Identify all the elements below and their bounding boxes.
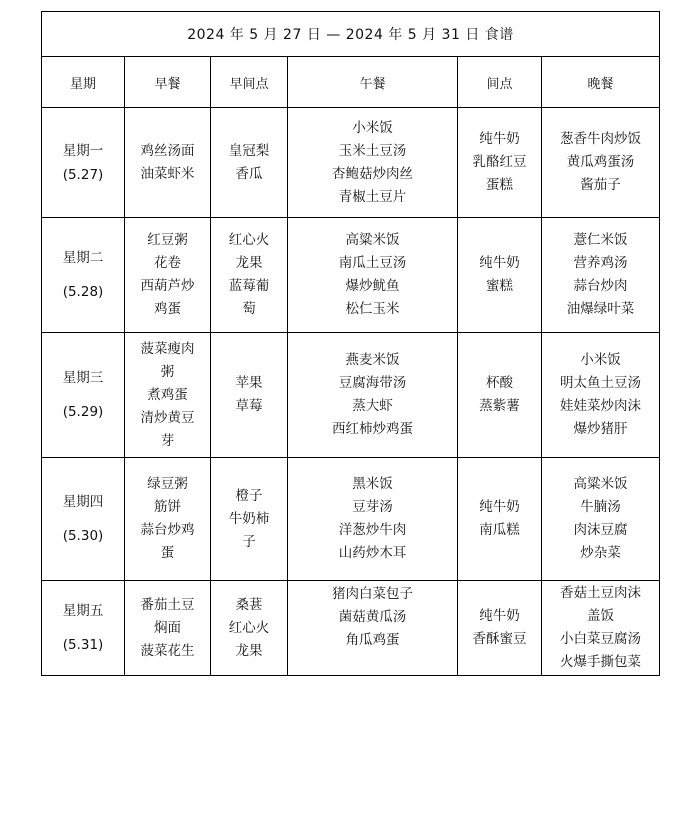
menu-row <box>42 218 660 333</box>
snack-cell <box>458 333 542 458</box>
dinner-cell <box>542 218 660 333</box>
menu-item: 子 <box>242 533 256 550</box>
menu-item: 芽 <box>160 432 175 449</box>
menu-item: 鸡丝汤面 <box>140 142 195 159</box>
menu-item: 皇冠梨 <box>228 142 270 159</box>
dinner-cell <box>542 458 660 581</box>
header-dinner: 晚餐 <box>542 57 660 108</box>
menu-item: 洋葱炒牛肉 <box>338 522 407 538</box>
header-day: 星期 <box>42 57 125 108</box>
menu-item: 纯牛奶 <box>479 131 520 147</box>
menu-item: 薏仁米饭 <box>573 232 628 248</box>
menu-table <box>41 11 660 676</box>
menu-item: 香酥蜜豆 <box>472 631 527 647</box>
breakfast-cell <box>125 458 211 581</box>
menu-item: 松仁玉米 <box>345 301 400 317</box>
menu-item: 桑葚 <box>235 596 263 613</box>
menu-item: 杯酸 <box>486 375 513 391</box>
menu-item: 小米饭 <box>352 119 393 136</box>
menu-item: 酱茄子 <box>580 177 621 193</box>
morning-snack-cell <box>211 333 288 458</box>
day-name: 星期一 <box>62 142 104 159</box>
menu-row <box>42 458 660 581</box>
menu-item: 豆芽汤 <box>352 499 393 515</box>
morning-snack-cell <box>211 108 288 218</box>
menu-item: 山药炒木耳 <box>338 545 407 561</box>
day-name: 星期五 <box>62 603 104 619</box>
day-name: 星期三 <box>62 370 104 386</box>
menu-item: 焖面 <box>154 619 181 636</box>
snack-cell <box>458 581 542 676</box>
menu-item: 纯牛奶 <box>479 499 520 515</box>
menu-item: 娃娃菜炒肉沫 <box>560 398 641 414</box>
header-morning-snack: 早间点 <box>211 57 288 108</box>
menu-row <box>42 581 660 676</box>
menu-item: 草莓 <box>235 398 263 414</box>
menu-body <box>42 108 660 676</box>
menu-item: 盖饭 <box>587 608 614 624</box>
day-cell <box>42 333 125 458</box>
menu-item: 蒸紫薯 <box>479 398 520 414</box>
menu-item: 煮鸡蛋 <box>147 386 188 403</box>
lunch-cell <box>288 458 458 581</box>
menu-item: 龙果 <box>235 642 263 659</box>
menu-item: 乳酪红豆 <box>472 154 527 170</box>
menu-item: 明太鱼土豆汤 <box>560 375 641 391</box>
day-cell <box>42 581 125 676</box>
menu-item: 番茄土豆 <box>140 596 195 613</box>
menu-row <box>42 108 660 218</box>
menu-item: 西红柿炒鸡蛋 <box>332 421 413 437</box>
menu-item: 蒸大虾 <box>352 398 393 414</box>
day-cell <box>42 458 125 581</box>
menu-item: 蛋糕 <box>486 177 513 193</box>
snack-cell <box>458 218 542 333</box>
breakfast-cell <box>125 108 211 218</box>
day-date: (5.27) <box>62 166 104 183</box>
menu-item: 红豆粥 <box>147 232 188 248</box>
menu-item: 菠菜花生 <box>140 642 195 659</box>
menu-item: 肉沫豆腐 <box>573 522 628 538</box>
menu-item: 蒜台炒肉 <box>573 278 628 294</box>
menu-item: 红心火 <box>228 232 270 248</box>
menu-item: 豆腐海带汤 <box>338 375 407 391</box>
lunch-cell <box>288 333 458 458</box>
menu-item: 玉米土豆汤 <box>338 142 407 159</box>
header-lunch: 午餐 <box>288 57 458 108</box>
menu-item: 高粱米饭 <box>345 232 400 248</box>
lunch-cell <box>288 108 458 218</box>
menu-item: 筋饼 <box>154 499 181 515</box>
menu-item: 油菜虾米 <box>140 165 195 182</box>
menu-item: 粥 <box>160 363 175 380</box>
menu-item: 西葫芦炒 <box>140 278 195 294</box>
menu-item: 南瓜糕 <box>479 522 520 538</box>
menu-item: 蛋 <box>160 545 175 561</box>
day-name: 星期四 <box>62 494 104 510</box>
menu-item: 黄瓜鸡蛋汤 <box>566 154 635 170</box>
menu-item: 鸡蛋 <box>154 301 181 317</box>
menu-item: 牛奶柿 <box>228 510 270 527</box>
menu-item: 纯牛奶 <box>479 255 520 271</box>
menu-item: 蜜糕 <box>486 278 513 294</box>
menu-item: 小米饭 <box>580 352 621 368</box>
menu-item: 绿豆粥 <box>147 476 188 492</box>
lunch-cell <box>288 581 458 676</box>
morning-snack-cell <box>211 458 288 581</box>
header-breakfast: 早餐 <box>125 57 211 108</box>
menu-item: 营养鸡汤 <box>573 255 628 271</box>
menu-item: 南瓜土豆汤 <box>338 255 407 271</box>
menu-item: 杏鲍菇炒肉丝 <box>332 165 413 182</box>
menu-item: 香菇土豆肉沫 <box>560 585 641 601</box>
day-name: 星期二 <box>62 250 104 266</box>
header-row <box>42 57 660 108</box>
header-snack: 间点 <box>458 57 542 108</box>
menu-item: 角瓜鸡蛋 <box>345 632 400 648</box>
menu-item: 爆炒鱿鱼 <box>345 278 400 294</box>
menu-item: 菠菜瘦肉 <box>140 340 195 357</box>
snack-cell <box>458 108 542 218</box>
breakfast-cell <box>125 581 211 676</box>
day-date: (5.31) <box>62 637 104 653</box>
morning-snack-cell <box>211 218 288 333</box>
menu-item: 燕麦米饭 <box>345 352 400 368</box>
snack-cell <box>458 458 542 581</box>
dinner-cell <box>542 581 660 676</box>
menu-item: 青椒土豆片 <box>338 188 407 205</box>
day-date: (5.28) <box>62 284 104 300</box>
menu-item: 萄 <box>242 301 256 317</box>
menu-item: 牛腩汤 <box>580 499 621 515</box>
menu-item: 火爆手撕包菜 <box>560 654 641 670</box>
menu-item: 蓝莓葡 <box>228 278 270 294</box>
morning-snack-cell <box>211 581 288 676</box>
day-cell <box>42 218 125 333</box>
lunch-cell <box>288 218 458 333</box>
menu-item: 菌菇黄瓜汤 <box>338 609 407 625</box>
menu-item: 黑米饭 <box>352 476 393 492</box>
menu-item: 炒杂菜 <box>580 545 621 561</box>
breakfast-cell <box>125 333 211 458</box>
menu-item: 苹果 <box>235 375 263 391</box>
menu-item: 小白菜豆腐汤 <box>560 631 641 647</box>
menu-item: 红心火 <box>228 619 270 636</box>
menu-item: 清炒黄豆 <box>140 409 195 426</box>
menu-item: 猪肉白菜包子 <box>332 586 413 602</box>
breakfast-cell <box>125 218 211 333</box>
dinner-cell <box>542 333 660 458</box>
menu-item: 花卷 <box>154 255 181 271</box>
menu-item: 高粱米饭 <box>573 476 628 492</box>
dinner-cell <box>542 108 660 218</box>
menu-item: 蒜台炒鸡 <box>140 522 195 538</box>
day-date: (5.29) <box>62 404 104 420</box>
day-date: (5.30) <box>62 528 104 544</box>
menu-item: 橙子 <box>235 487 263 504</box>
menu-item: 油爆绿叶菜 <box>566 301 635 317</box>
menu-row <box>42 333 660 458</box>
menu-title: 2024 年 5 月 27 日 — 2024 年 5 月 31 日 食谱 <box>42 12 660 57</box>
menu-item: 葱香牛肉炒饭 <box>560 131 641 147</box>
menu-item: 龙果 <box>235 255 263 271</box>
menu-item: 纯牛奶 <box>479 608 520 624</box>
menu-item: 香瓜 <box>235 165 263 182</box>
menu-item: 爆炒猪肝 <box>573 421 628 437</box>
day-cell <box>42 108 125 218</box>
